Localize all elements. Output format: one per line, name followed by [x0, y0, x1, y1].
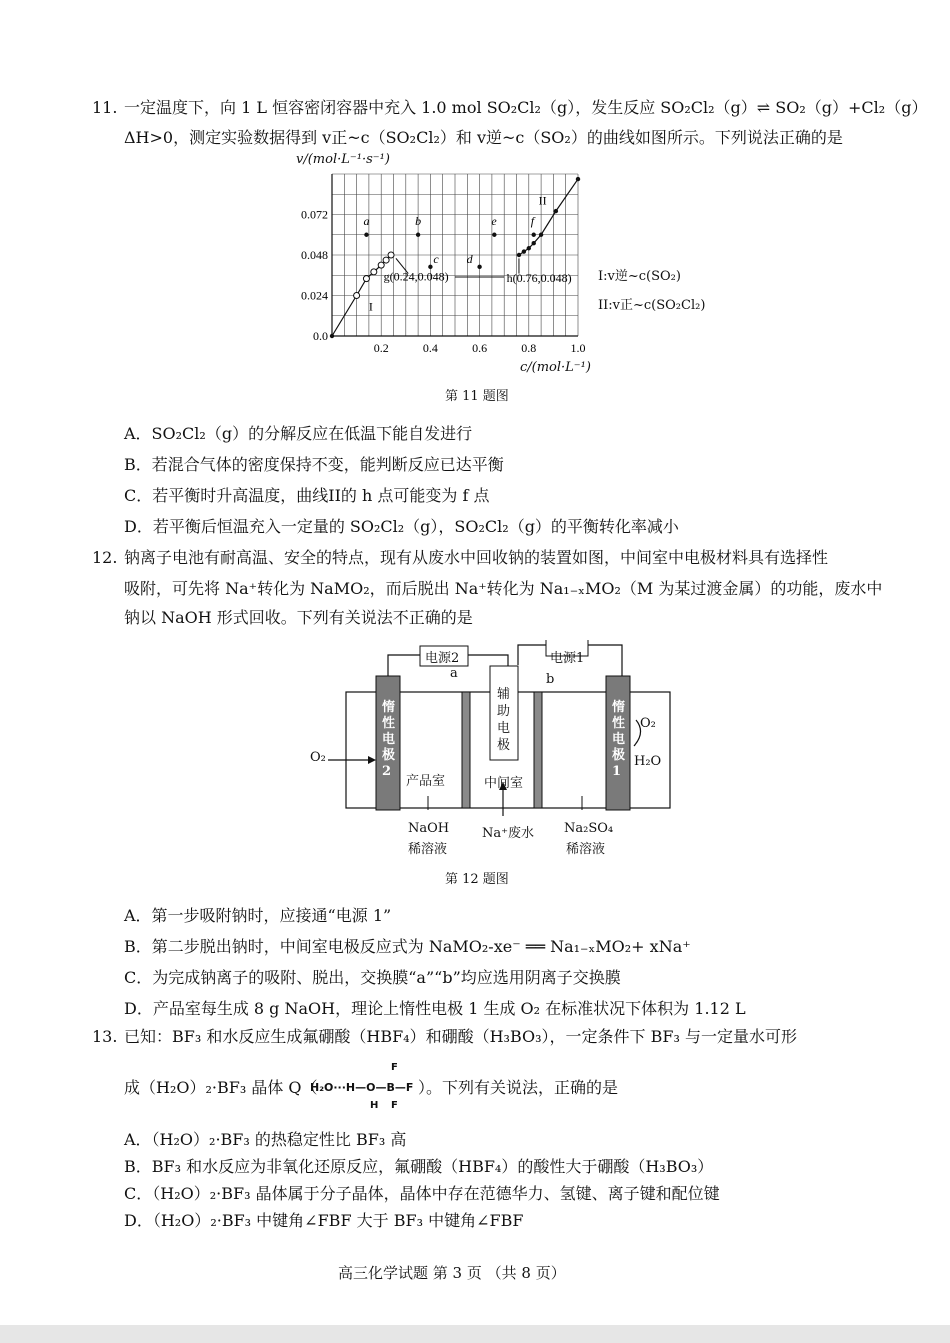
series-1-point — [383, 257, 389, 263]
q12-stem-line3: 钠以 NaOH 形式回收。下列有关说法不正确的是 — [124, 608, 473, 627]
membrane-b — [534, 692, 542, 808]
q11-figure-caption: 第 11 题图 — [445, 389, 509, 404]
series-1-point — [378, 262, 384, 268]
h2o-label: H₂O — [634, 754, 662, 769]
x-tick-label: 0.4 — [422, 341, 438, 355]
series-curve-label: II — [538, 193, 547, 208]
x-tick-label: 1.0 — [570, 341, 586, 355]
q12-option-a: A．第一步吸附钠时，应接通“电源 1” — [124, 906, 392, 925]
series-1-point — [330, 334, 334, 338]
y-tick-label: 0.072 — [301, 207, 328, 222]
membrane-a — [462, 692, 470, 808]
q13-stem-line1: 已知：BF₃ 和水反应生成氟硼酸（HBF₄）和硼酸（H₃BO₃），一定条件下 BF₃ 与一定量水可形 — [124, 1027, 797, 1046]
x-tick-label: 0.6 — [472, 341, 488, 355]
series-curve-label: I — [368, 299, 373, 314]
q11-number: 11. — [92, 98, 118, 117]
x-tick-label: 0.8 — [521, 341, 537, 355]
annotation-h: h(0.76,0.048) — [506, 271, 572, 285]
series-2-point — [576, 177, 580, 181]
point-label-a: a — [363, 213, 370, 228]
y-tick-label: 0.0 — [313, 329, 328, 343]
series-2-point — [532, 241, 536, 245]
q13-option-d: D．（H₂O）₂·BF₃ 中键角∠FBF 大于 BF₃ 中键角∠FBF — [124, 1211, 524, 1230]
series-1-point — [363, 276, 369, 282]
series-2-point — [554, 209, 558, 213]
annotation-g: g(0.24,0.048) — [383, 269, 449, 284]
q13-stem-line2a: 成（H₂O）₂·BF₃ 晶体 Q（ — [124, 1078, 318, 1097]
point-label-b: b — [415, 213, 422, 228]
q13-number: 13. — [92, 1027, 118, 1046]
q11-option-d: D．若平衡后恒温充入一定量的 SO₂Cl₂（g），SO₂Cl₂（g）的平衡转化率减小 — [124, 517, 679, 536]
o2-outlet-label: O₂ — [640, 716, 656, 731]
wire-mid-right — [518, 645, 546, 665]
bf3-structure-f-bottom: F — [391, 1100, 398, 1111]
bf3-structure: H₂O···H—O—B—F — [310, 1081, 414, 1094]
o2-inlet-arrowhead — [368, 756, 376, 764]
membrane-a-label: a — [450, 666, 458, 681]
na2so4-solution-label: 稀溶液 — [566, 842, 606, 857]
q12-option-c: C．为完成钠离子的吸附、脱出，交换膜“a”“b”均应选用阴离子交换膜 — [124, 968, 621, 987]
point-a — [364, 233, 368, 237]
chart-legend-1: I:v逆~c(SO₂) — [598, 269, 681, 284]
series-2-point — [522, 249, 526, 253]
bf3-structure-h: H — [370, 1100, 379, 1111]
point-d — [477, 265, 481, 269]
membrane-b-label: b — [546, 672, 555, 687]
point-b — [416, 233, 420, 237]
q13-option-b: B．BF₃ 和水反应为非氧化还原反应，氟硼酸（HBF₄）的酸性大于硼酸（H₃BO₃） — [124, 1157, 714, 1176]
q12-stem-line2: 吸附，可先将 Na⁺转化为 NaMO₂，而后脱出 Na⁺转化为 Na₁₋ₓMO₂（M 为某过渡金属）的功能，废水中 — [124, 579, 883, 598]
point-e — [492, 233, 496, 237]
y-tick-label: 0.048 — [301, 248, 328, 262]
q13-stem-line2b: ）。下列有关说法，正确的是 — [418, 1078, 619, 1097]
product-room-label: 产品室 — [406, 774, 446, 789]
o2-inlet-label: O₂ — [310, 750, 326, 765]
point-label-c: c — [433, 251, 439, 266]
series-1-point — [354, 293, 360, 299]
q12-figure-caption: 第 12 题图 — [445, 872, 509, 887]
power-source-1-label: 电源1 — [550, 651, 585, 666]
series-2-point — [539, 233, 543, 237]
point-f — [532, 233, 536, 237]
inert-electrode-1-label: 惰性电极1 — [612, 700, 626, 779]
auxiliary-electrode-label: 辅助电极 — [497, 687, 511, 753]
power-source-2-label: 电源2 — [425, 651, 460, 666]
bf3-structure-f-top: F — [391, 1062, 398, 1073]
page-footer: 高三化学试题 第 3 页 （共 8 页） — [338, 1264, 566, 1282]
q11-stem-line1: 一定温度下，向 1 L 恒容密闭容器中充入 1.0 mol SO₂Cl₂（g），发生反应 SO₂Cl₂（g）⇌ SO₂（g）+Cl₂（g） — [124, 98, 928, 117]
chart-ylabel: v/(mol·L⁻¹·s⁻¹) — [296, 152, 390, 167]
q12-option-b: B．第二步脱出钠时，中间室电极反应式为 NaMO₂-xe⁻ ══ Na₁₋ₓMO₂+ xNa⁺ — [124, 937, 691, 956]
series-line-2 — [519, 179, 578, 255]
point-label-f: f — [530, 213, 535, 228]
point-label-d: d — [466, 251, 473, 266]
q12-stem-line1: 钠离子电池有耐高温、安全的特点，现有从废水中回收钠的装置如图，中间室中电极材料具有选择性 — [124, 548, 829, 567]
na-waste-label: Na⁺废水 — [482, 826, 534, 841]
middle-room-label: 中间室 — [484, 776, 524, 791]
q11-stem-line2: ΔH>0，测定实验数据得到 v正~c（SO₂Cl₂）和 v逆~c（SO₂）的曲线如图所示。下列说法正确的是 — [124, 128, 843, 147]
naoh-solution-label: 稀溶液 — [408, 842, 448, 857]
series-2-point — [517, 253, 521, 257]
series-2-point — [527, 246, 531, 250]
q11-option-c: C．若平衡时升高温度，曲线II的 h 点可能变为 f 点 — [124, 486, 490, 505]
na2so4-label: Na₂SO₄ — [564, 821, 614, 836]
chart-legend-2: II:v正~c(SO₂Cl₂) — [598, 298, 706, 313]
q13-option-a: A．（H₂O）₂·BF₃ 的热稳定性比 BF₃ 高 — [124, 1130, 407, 1149]
naoh-label: NaOH — [408, 821, 450, 836]
q11-option-b: B．若混合气体的密度保持不变，能判断反应已达平衡 — [124, 455, 504, 474]
scan-bottom-shade — [0, 1325, 950, 1343]
series-1-point — [388, 252, 394, 258]
q12-option-d: D．产品室每生成 8 g NaOH，理论上惰性电极 1 生成 O₂ 在标准状况下体积为 1.12 L — [124, 999, 746, 1018]
point-label-e: e — [491, 213, 497, 228]
inert-electrode-2-label: 惰性电极2 — [382, 700, 396, 779]
x-tick-label: 0.2 — [373, 341, 389, 355]
series-1-point — [371, 269, 377, 275]
q12-number: 12. — [92, 548, 118, 567]
y-tick-label: 0.024 — [301, 288, 328, 303]
q13-option-c: C．（H₂O）₂·BF₃ 晶体属于分子晶体，晶体中存在范德华力、氢键、离子键和配位键 — [124, 1184, 720, 1203]
chart-xlabel: c/(mol·L⁻¹) — [520, 360, 591, 375]
q11-option-a: A．SO₂Cl₂（g）的分解反应在低温下能自发进行 — [124, 424, 473, 443]
